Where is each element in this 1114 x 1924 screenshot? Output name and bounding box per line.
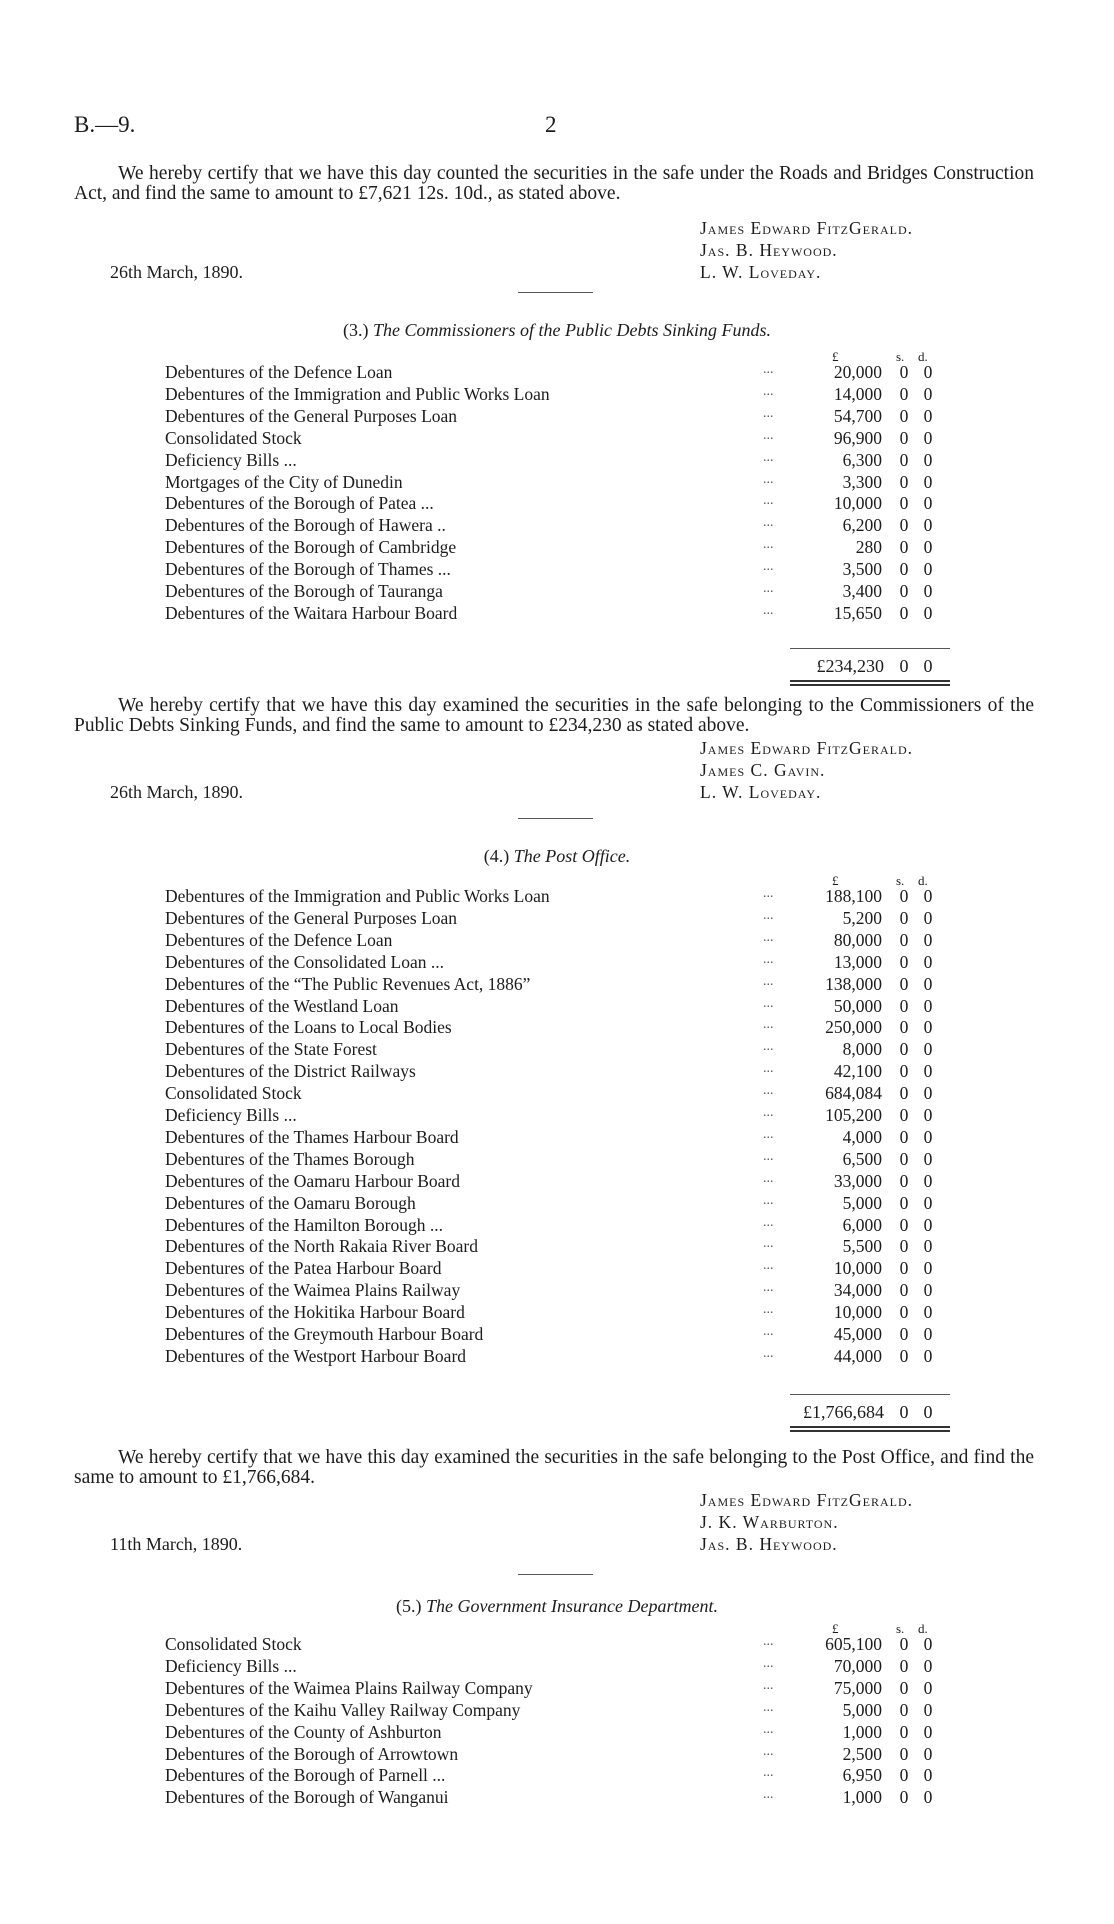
leader-dots: ... — [763, 1302, 774, 1318]
table-row — [0, 1236, 1114, 1258]
row-amount-pounds: 13,000 — [833, 951, 882, 972]
row-amount-shillings: 0 — [899, 1126, 909, 1147]
table-row — [0, 1346, 1114, 1368]
row-label: Debentures of the County of Ashburton — [165, 1721, 442, 1742]
leader-dots: ... — [763, 1765, 774, 1781]
row-label: Debentures of the Waimea Plains Railway Company — [165, 1677, 533, 1698]
leader-dots: ... — [763, 449, 774, 465]
signatory: James Edward FitzGerald. — [700, 738, 913, 758]
row-amount-pence: 0 — [923, 1280, 933, 1301]
row-amount-pounds: 4,000 — [842, 1126, 882, 1147]
row-label: Debentures of the General Purposes Loan — [165, 907, 458, 928]
table-row — [0, 1722, 1114, 1744]
row-amount-pounds: 10,000 — [833, 493, 882, 514]
certificate-date: 26th March, 1890. — [110, 782, 243, 802]
table-row — [0, 930, 1114, 952]
row-amount-pounds: 3,400 — [842, 581, 882, 601]
row-label: Debentures of the Immigration and Public Works Loan — [165, 383, 550, 404]
table-row — [0, 362, 1114, 384]
divider — [518, 1574, 593, 1575]
table-row — [0, 1765, 1114, 1787]
row-label: Debentures of the North Rakaia River Board — [165, 1236, 478, 1257]
row-label: Debentures of the Loans to Local Bodies — [165, 1017, 452, 1038]
row-amount-shillings: 0 — [899, 1083, 909, 1104]
section-total-shillings: 0 — [899, 656, 909, 676]
table-row — [0, 886, 1114, 908]
table-row — [0, 974, 1114, 996]
row-amount-shillings: 0 — [899, 1017, 909, 1038]
row-amount-pence: 0 — [923, 1743, 933, 1764]
leader-dots: ... — [763, 515, 774, 531]
table-row — [0, 559, 1114, 581]
row-label: Debentures of the Borough of Arrowtown — [165, 1743, 459, 1764]
leader-dots: ... — [763, 1214, 774, 1230]
page-number: 2 — [545, 112, 557, 137]
row-amount-pounds: 3,300 — [842, 471, 882, 492]
row-amount-shillings: 0 — [899, 1655, 909, 1676]
row-amount-pence: 0 — [923, 362, 933, 382]
row-amount-pounds: 6,500 — [842, 1148, 882, 1169]
table-row — [0, 1105, 1114, 1127]
row-amount-shillings: 0 — [899, 1324, 909, 1344]
divider — [518, 292, 593, 293]
table-row — [0, 581, 1114, 603]
row-amount-pence: 0 — [923, 973, 933, 994]
row-label: Debentures of the Westport Harbour Board — [165, 1345, 467, 1366]
section-title: (4.) The Post Office. — [483, 846, 631, 866]
row-label: Deficiency Bills ... — [165, 1105, 297, 1125]
row-label: Debentures of the Borough of Hawera .. — [165, 515, 446, 536]
leader-dots: ... — [763, 886, 774, 901]
row-amount-pence: 0 — [923, 1017, 933, 1038]
row-label: Debentures of the Borough of Parnell ... — [165, 1765, 446, 1786]
row-amount-pounds: 105,200 — [825, 1105, 882, 1125]
table-row — [0, 1171, 1114, 1193]
row-amount-shillings: 0 — [899, 1039, 909, 1060]
row-label: Debentures of the Hamilton Borough ... — [165, 1214, 444, 1235]
total-double-rule — [790, 680, 950, 686]
row-amount-shillings: 0 — [899, 383, 909, 404]
row-amount-pence: 0 — [923, 1061, 933, 1082]
row-amount-shillings: 0 — [899, 1677, 909, 1698]
row-amount-pounds: 5,200 — [842, 907, 882, 928]
table-row — [0, 1656, 1114, 1678]
row-amount-pence: 0 — [923, 1655, 933, 1676]
column-header-pounds: £ — [832, 1621, 839, 1636]
section-total-pounds: £1,766,684 — [803, 1402, 884, 1422]
row-amount-pence: 0 — [923, 1148, 933, 1169]
section-total-shillings: 0 — [899, 1402, 909, 1422]
row-label: Debentures of the District Railways — [165, 1061, 416, 1082]
row-amount-pounds: 10,000 — [833, 1302, 882, 1323]
table-row — [0, 1280, 1114, 1302]
row-amount-shillings: 0 — [899, 1236, 909, 1257]
row-amount-shillings: 0 — [899, 602, 909, 623]
table-row — [0, 406, 1114, 428]
table-row — [0, 537, 1114, 559]
row-amount-shillings: 0 — [899, 1765, 909, 1786]
leader-dots: ... — [763, 405, 774, 421]
row-amount-pounds: 10,000 — [833, 1258, 882, 1279]
row-amount-pence: 0 — [923, 1192, 933, 1213]
row-amount-shillings: 0 — [899, 1345, 909, 1366]
table-row — [0, 1324, 1114, 1346]
row-label: Debentures of the State Forest — [165, 1039, 377, 1060]
row-amount-pounds: 280 — [855, 537, 882, 558]
row-amount-pounds: 1,000 — [842, 1787, 882, 1808]
leader-dots: ... — [763, 383, 774, 399]
leader-dots: ... — [763, 362, 774, 377]
signatory: James Edward FitzGerald. — [700, 218, 913, 238]
table-row — [0, 384, 1114, 406]
row-amount-shillings: 0 — [899, 1258, 909, 1279]
row-amount-pence: 0 — [923, 995, 933, 1016]
row-amount-shillings: 0 — [899, 537, 909, 558]
table-row — [0, 1700, 1114, 1722]
leader-dots: ... — [763, 1743, 774, 1759]
row-amount-shillings: 0 — [899, 995, 909, 1016]
row-label: Debentures of the Waimea Plains Railway — [165, 1280, 461, 1301]
row-amount-pence: 0 — [923, 537, 933, 558]
row-label: Debentures of the Waitara Harbour Board — [165, 602, 458, 623]
row-amount-pence: 0 — [923, 449, 933, 470]
leader-dots: ... — [763, 602, 774, 618]
row-amount-pence: 0 — [923, 1345, 933, 1366]
leader-dots: ... — [763, 1039, 774, 1055]
column-header-shillings: s. — [896, 349, 905, 364]
row-amount-pence: 0 — [923, 581, 933, 601]
row-amount-shillings: 0 — [899, 449, 909, 470]
row-amount-shillings: 0 — [899, 362, 909, 382]
signatory: L. W. Loveday. — [700, 782, 822, 802]
row-amount-shillings: 0 — [899, 493, 909, 514]
column-header-pounds: £ — [832, 349, 839, 364]
row-amount-shillings: 0 — [899, 581, 909, 601]
signatory: J. K. Warburton. — [700, 1512, 839, 1532]
row-amount-pounds: 5,000 — [842, 1192, 882, 1213]
row-amount-pence: 0 — [923, 1765, 933, 1786]
row-amount-pence: 0 — [923, 1170, 933, 1191]
section-total-pence: 0 — [923, 656, 933, 676]
row-amount-pounds: 14,000 — [833, 383, 882, 404]
row-amount-pence: 0 — [923, 405, 933, 426]
row-label: Debentures of the Thames Harbour Board — [165, 1126, 459, 1147]
row-amount-pence: 0 — [923, 602, 933, 623]
leader-dots: ... — [763, 929, 774, 945]
row-amount-shillings: 0 — [899, 1214, 909, 1235]
row-label: Deficiency Bills ... — [165, 1655, 297, 1676]
row-amount-pounds: 684,084 — [825, 1083, 882, 1104]
row-amount-pence: 0 — [923, 1039, 933, 1060]
row-amount-shillings: 0 — [899, 559, 909, 580]
column-header-shillings: s. — [896, 873, 905, 888]
row-label: Debentures of the Hokitika Harbour Board — [165, 1302, 465, 1323]
table-row — [0, 1744, 1114, 1766]
row-label: Debentures of the Oamaru Harbour Board — [165, 1170, 460, 1191]
row-amount-pounds: 50,000 — [833, 995, 882, 1016]
row-amount-shillings: 0 — [899, 1148, 909, 1169]
column-header-pounds: £ — [832, 873, 839, 888]
table-row — [0, 1787, 1114, 1809]
leader-dots: ... — [763, 995, 774, 1011]
total-rule — [790, 648, 950, 649]
row-amount-shillings: 0 — [899, 1170, 909, 1191]
row-amount-shillings: 0 — [899, 405, 909, 426]
leader-dots: ... — [763, 907, 774, 923]
table-row — [0, 1061, 1114, 1083]
row-amount-pounds: 34,000 — [833, 1280, 882, 1301]
row-label: Debentures of the “The Public Revenues Act, 1886” — [165, 973, 531, 994]
row-amount-pounds: 250,000 — [825, 1017, 882, 1038]
leader-dots: ... — [763, 1236, 774, 1252]
table-row — [0, 493, 1114, 515]
row-label: Debentures of the Patea Harbour Board — [165, 1258, 442, 1279]
leader-dots: ... — [763, 1258, 774, 1274]
row-amount-pence: 0 — [923, 1214, 933, 1235]
row-amount-pounds: 188,100 — [825, 886, 882, 906]
row-amount-pence: 0 — [923, 559, 933, 580]
row-label: Debentures of the Borough of Cambridge — [165, 537, 457, 558]
leader-dots: ... — [763, 1170, 774, 1186]
row-amount-pence: 0 — [923, 907, 933, 928]
row-amount-shillings: 0 — [899, 1192, 909, 1213]
table-row — [0, 952, 1114, 974]
row-label: Debentures of the Borough of Thames ... — [165, 559, 451, 580]
row-label: Debentures of the Defence Loan — [165, 362, 393, 382]
row-amount-pounds: 8,000 — [842, 1039, 882, 1060]
row-amount-shillings: 0 — [899, 1280, 909, 1301]
column-header-pence: d. — [918, 873, 928, 888]
column-header-shillings: s. — [896, 1621, 905, 1636]
row-amount-pence: 0 — [923, 427, 933, 448]
table-row — [0, 428, 1114, 450]
certificate-date: 26th March, 1890. — [110, 262, 243, 282]
row-amount-shillings: 0 — [899, 1302, 909, 1323]
row-amount-pounds: 3,500 — [842, 559, 882, 580]
leader-dots: ... — [763, 1324, 774, 1339]
leader-dots: ... — [763, 471, 774, 487]
row-amount-pounds: 80,000 — [833, 929, 882, 950]
row-amount-shillings: 0 — [899, 951, 909, 972]
row-amount-pence: 0 — [923, 1105, 933, 1125]
row-amount-shillings: 0 — [899, 1634, 909, 1654]
row-amount-pence: 0 — [923, 1258, 933, 1279]
row-amount-pence: 0 — [923, 515, 933, 536]
row-amount-pounds: 15,650 — [833, 602, 882, 623]
row-amount-pence: 0 — [923, 951, 933, 972]
row-amount-shillings: 0 — [899, 1787, 909, 1808]
row-amount-pence: 0 — [923, 1126, 933, 1147]
row-amount-pounds: 42,100 — [833, 1061, 882, 1082]
signatory: James Edward FitzGerald. — [700, 1490, 913, 1510]
table-row — [0, 1678, 1114, 1700]
row-label: Consolidated Stock — [165, 427, 302, 448]
leader-dots: ... — [763, 1083, 774, 1099]
row-amount-pounds: 45,000 — [833, 1324, 882, 1344]
row-amount-pence: 0 — [923, 1083, 933, 1104]
row-label: Debentures of the General Purposes Loan — [165, 405, 458, 426]
row-label: Debentures of the Defence Loan — [165, 929, 393, 950]
leader-dots: ... — [763, 1105, 774, 1120]
leader-dots: ... — [763, 1148, 774, 1164]
row-amount-pounds: 44,000 — [833, 1345, 882, 1366]
row-amount-pence: 0 — [923, 1634, 933, 1654]
total-rule — [790, 1394, 950, 1395]
certificate-date: 11th March, 1890. — [110, 1534, 243, 1554]
signatory: Jas. B. Heywood. — [700, 1534, 838, 1554]
row-amount-pounds: 5,000 — [842, 1699, 882, 1720]
certificate-paragraph-1: We hereby certify that we have this day counted the securities in the safe under the Roads and Bridges Construction Act, and find the same to amount to £7,621 12s. 10d., as stated above. — [74, 163, 1034, 204]
row-amount-pounds: 6,000 — [842, 1214, 882, 1235]
row-amount-pounds: 138,000 — [825, 973, 882, 994]
table-row — [0, 1302, 1114, 1324]
row-amount-pence: 0 — [923, 1302, 933, 1323]
row-amount-pence: 0 — [923, 1787, 933, 1808]
row-amount-pounds: 1,000 — [842, 1721, 882, 1742]
row-label: Debentures of the Oamaru Borough — [165, 1192, 416, 1213]
leader-dots: ... — [763, 537, 774, 553]
leader-dots: ... — [763, 1126, 774, 1142]
table-row — [0, 1215, 1114, 1237]
row-label: Debentures of the Westland Loan — [165, 995, 399, 1016]
document-reference: B.—9. — [74, 112, 136, 137]
row-amount-pence: 0 — [923, 929, 933, 950]
section-total-pounds: £234,230 — [816, 656, 884, 676]
section-title: (5.) The Government Insurance Department. — [396, 1596, 718, 1616]
row-amount-pounds: 605,100 — [825, 1634, 882, 1654]
leader-dots: ... — [763, 1345, 774, 1361]
row-amount-pounds: 96,900 — [833, 427, 882, 448]
table-row — [0, 1017, 1114, 1039]
row-amount-pounds: 20,000 — [833, 362, 882, 382]
row-label: Debentures of the Immigration and Public Works Loan — [165, 886, 550, 906]
table-row — [0, 1149, 1114, 1171]
table-row — [0, 450, 1114, 472]
row-amount-pence: 0 — [923, 1721, 933, 1742]
row-label: Debentures of the Thames Borough — [165, 1148, 415, 1169]
table-row — [0, 1083, 1114, 1105]
row-amount-pence: 0 — [923, 471, 933, 492]
row-amount-shillings: 0 — [899, 1721, 909, 1742]
row-amount-pounds: 33,000 — [833, 1170, 882, 1191]
row-amount-pounds: 5,500 — [842, 1236, 882, 1257]
row-amount-shillings: 0 — [899, 427, 909, 448]
section-title: (3.) The Commissioners of the Public Debts Sinking Funds. — [343, 320, 771, 340]
row-amount-pounds: 6,950 — [842, 1765, 882, 1786]
row-amount-shillings: 0 — [899, 471, 909, 492]
table-row — [0, 1634, 1114, 1656]
signatory: L. W. Loveday. — [700, 262, 822, 282]
row-amount-pence: 0 — [923, 493, 933, 514]
certificate-paragraph-2: We hereby certify that we have this day examined the securities in the safe belonging to the Commissioners of the Public Debts Sinking Funds, and find the same to amount to £234,230 as stated above. — [74, 695, 1034, 736]
signatory: James C. Gavin. — [700, 760, 826, 780]
leader-dots: ... — [763, 1061, 774, 1077]
signatory: Jas. B. Heywood. — [700, 240, 838, 260]
leader-dots: ... — [763, 581, 774, 596]
row-amount-pounds: 6,200 — [842, 515, 882, 536]
leader-dots: ... — [763, 559, 774, 575]
row-amount-pence: 0 — [923, 383, 933, 404]
row-label: Debentures of the Borough of Patea ... — [165, 493, 434, 514]
table-row — [0, 1258, 1114, 1280]
table-row — [0, 1193, 1114, 1215]
section-total-pence: 0 — [923, 1402, 933, 1422]
total-double-rule — [790, 1426, 950, 1432]
leader-dots: ... — [763, 1017, 774, 1033]
divider — [518, 818, 593, 819]
row-amount-shillings: 0 — [899, 1061, 909, 1082]
row-label: Debentures of the Borough of Tauranga — [165, 581, 443, 601]
row-amount-pence: 0 — [923, 1677, 933, 1698]
table-row — [0, 996, 1114, 1018]
column-header-pence: d. — [918, 349, 928, 364]
row-amount-pounds: 54,700 — [833, 405, 882, 426]
row-label: Consolidated Stock — [165, 1634, 302, 1654]
leader-dots: ... — [763, 1192, 774, 1208]
table-row — [0, 1127, 1114, 1149]
leader-dots: ... — [763, 493, 774, 509]
row-label: Debentures of the Consolidated Loan ... — [165, 951, 444, 972]
row-label: Deficiency Bills ... — [165, 449, 297, 470]
leader-dots: ... — [763, 1721, 774, 1737]
leader-dots: ... — [763, 1280, 774, 1296]
leader-dots: ... — [763, 1634, 774, 1649]
leader-dots: ... — [763, 1699, 774, 1715]
row-amount-shillings: 0 — [899, 1743, 909, 1764]
row-amount-shillings: 0 — [899, 907, 909, 928]
row-amount-pounds: 2,500 — [842, 1743, 882, 1764]
row-amount-pence: 0 — [923, 1324, 933, 1344]
leader-dots: ... — [763, 951, 774, 967]
table-row — [0, 603, 1114, 625]
row-label: Debentures of the Greymouth Harbour Board — [165, 1324, 484, 1344]
column-header-pence: d. — [918, 1621, 928, 1636]
leader-dots: ... — [763, 1655, 774, 1671]
leader-dots: ... — [763, 1677, 774, 1693]
row-amount-shillings: 0 — [899, 1105, 909, 1125]
table-row — [0, 908, 1114, 930]
table-row — [0, 472, 1114, 494]
table-row — [0, 1039, 1114, 1061]
row-label: Debentures of the Borough of Wanganui — [165, 1787, 449, 1808]
row-label: Consolidated Stock — [165, 1083, 302, 1104]
row-label: Mortgages of the City of Dunedin — [165, 471, 403, 492]
row-amount-pence: 0 — [923, 1699, 933, 1720]
row-amount-shillings: 0 — [899, 1699, 909, 1720]
certificate-paragraph-3: We hereby certify that we have this day examined the securities in the safe belonging to the Post Office, and find the same to amount to £1,766,684. — [74, 1447, 1034, 1488]
leader-dots: ... — [763, 427, 774, 443]
leader-dots: ... — [763, 1787, 774, 1803]
row-amount-pence: 0 — [923, 1236, 933, 1257]
row-amount-pounds: 70,000 — [833, 1655, 882, 1676]
row-amount-pounds: 75,000 — [833, 1677, 882, 1698]
table-row — [0, 515, 1114, 537]
row-amount-pence: 0 — [923, 886, 933, 906]
row-amount-shillings: 0 — [899, 929, 909, 950]
row-amount-shillings: 0 — [899, 886, 909, 906]
row-amount-pounds: 6,300 — [842, 449, 882, 470]
leader-dots: ... — [763, 973, 774, 989]
row-amount-shillings: 0 — [899, 973, 909, 994]
row-amount-shillings: 0 — [899, 515, 909, 536]
row-label: Debentures of the Kaihu Valley Railway Company — [165, 1699, 521, 1720]
